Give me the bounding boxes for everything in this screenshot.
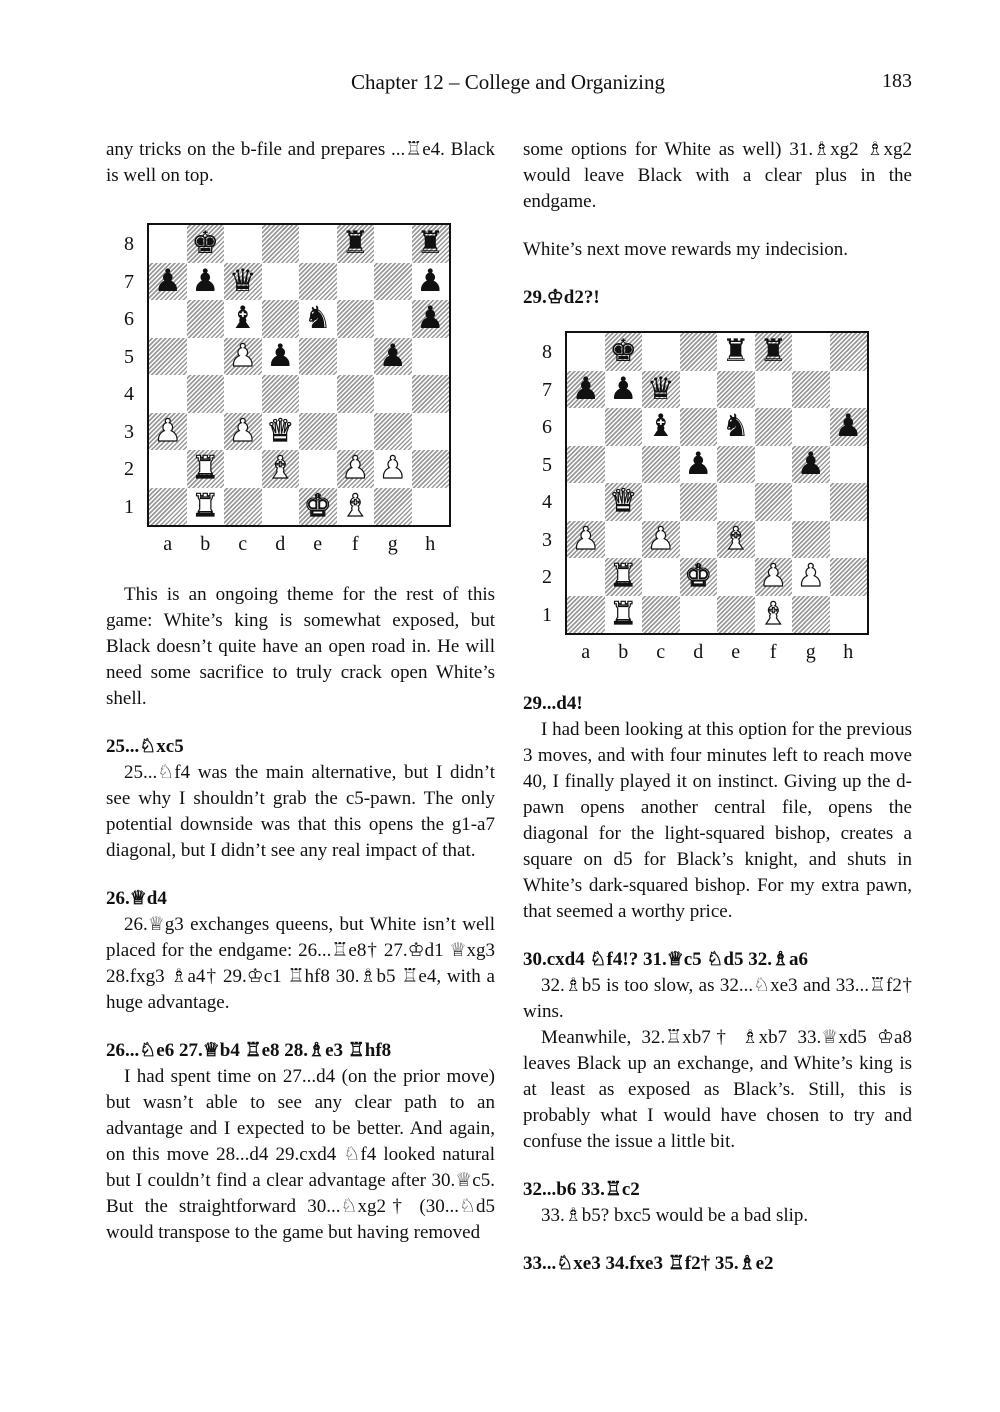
- square-e1: [299, 488, 337, 526]
- square-e4: [299, 375, 337, 413]
- black-pawn-piece: ♟: [191, 262, 220, 299]
- rank-label: 7: [542, 378, 552, 401]
- square-a7: [567, 371, 605, 409]
- square-c7: [224, 263, 262, 301]
- file-label: f: [769, 641, 777, 663]
- move-comment-30b: Meanwhile, 32.♖xb7† ♗xb7 33.♕xd5 ♔a8 leaves Black up an exchange, and White’s king is at least as exposed as Black’s. Still, this is probably what I would have chosen to try and confuse the issue a little bit.: [523, 1027, 912, 1152]
- file-label: c: [656, 641, 666, 663]
- square-c8: [224, 225, 262, 263]
- move-heading-30: 30.cxd4 ♘f4!? 31.♕c5 ♘d5 32.♗a6: [523, 949, 809, 970]
- file-label: e: [731, 641, 741, 663]
- black-bishop-piece: ♝: [228, 300, 257, 337]
- square-f7: [755, 371, 793, 409]
- rank-label: 8: [542, 341, 552, 363]
- indecision-paragraph: White’s next move rewards my indecision.: [523, 239, 849, 260]
- move-heading-32: 32...b6 33.♖c2: [523, 1179, 640, 1200]
- move-heading-26b: 26...♘e6 27.♕b4 ♖e8 28.♗e3 ♖hf8: [106, 1040, 392, 1061]
- square-e7: [717, 371, 755, 409]
- white-king-piece: ♚: [684, 558, 713, 595]
- black-bishop-piece: ♝: [646, 408, 675, 445]
- square-h4: [830, 483, 868, 521]
- square-b4: [187, 375, 225, 413]
- rank-label: 6: [124, 308, 134, 330]
- square-h3: [830, 521, 868, 559]
- rank-label: 2: [124, 458, 134, 480]
- square-f8: [755, 333, 793, 371]
- black-pawn-piece: ♟: [153, 262, 182, 299]
- white-pawn-piece: ♟: [759, 558, 788, 595]
- square-e1: [717, 596, 755, 634]
- move-comment-29b: I had been looking at this option for the previous 3 moves, and with four minutes left to reach move 40, I finally played it on instinct. Giving up the d-pawn opens another central file, opens the diagonal for the light-squared bishop, creates a square on d5 for Black’s knight, and shuts in White’s dark-squared bishop. For my extra pawn, that seemed a worthy price.: [523, 719, 912, 922]
- rank-label: 4: [124, 383, 134, 405]
- page-header: [0, 70, 1000, 100]
- square-h2: [412, 450, 450, 488]
- square-e8: [717, 333, 755, 371]
- square-e5: [717, 446, 755, 484]
- file-label: g: [387, 533, 398, 555]
- rank-label: 4: [542, 491, 552, 513]
- square-g3: [792, 521, 830, 559]
- square-h8: [830, 333, 868, 371]
- square-f5: [337, 338, 375, 376]
- white-queen-piece: ♛: [609, 483, 638, 520]
- theme-paragraph: This is an ongoing theme for the rest of this game: White’s king is somewhat exposed, but Black doesn’t quite have an open road in. He will need some sacrifice to truly crack open White’s shell.: [106, 584, 495, 709]
- black-king-piece: ♚: [191, 225, 220, 262]
- square-f8: [337, 225, 375, 263]
- square-g3: [374, 413, 412, 451]
- rank-label: 1: [542, 603, 552, 626]
- square-g4: [374, 375, 412, 413]
- square-d5: [262, 338, 300, 376]
- square-f3: [337, 413, 375, 451]
- square-b2: [605, 558, 643, 596]
- square-d8: [262, 225, 300, 263]
- square-d2: [262, 450, 300, 488]
- square-c2: [224, 450, 262, 488]
- white-bishop-piece: ♝: [721, 520, 750, 557]
- square-a2: [567, 558, 605, 596]
- left-intro-paragraph: any tricks on the b-file and prepares ...♖e4. Black is well on top.: [106, 139, 495, 186]
- file-label: b: [618, 641, 629, 663]
- move-heading-33: 33...♘xe3 34.fxe3 ♖f2† 35.♗e2: [523, 1253, 774, 1274]
- square-d1: [680, 596, 718, 634]
- square-g6: [374, 300, 412, 338]
- square-e3: [717, 521, 755, 559]
- square-a4: [149, 375, 187, 413]
- black-pawn-piece: ♟: [416, 300, 445, 337]
- black-rook-piece: ♜: [416, 225, 445, 262]
- square-a5: [567, 446, 605, 484]
- square-d4: [262, 375, 300, 413]
- left-column: [106, 137, 495, 1246]
- file-label: c: [238, 533, 248, 555]
- square-c6: [642, 408, 680, 446]
- square-d2: [680, 558, 718, 596]
- black-queen-piece: ♛: [228, 262, 257, 299]
- square-c1: [224, 488, 262, 526]
- square-d3: [262, 413, 300, 451]
- move-comment-32: 33.♗b5? bxc5 would be a bad slip.: [541, 1205, 809, 1226]
- square-a1: [567, 596, 605, 634]
- rank-label: 3: [542, 528, 552, 551]
- black-pawn-piece: ♟: [571, 370, 600, 407]
- chess-diagram-1: [106, 211, 495, 571]
- white-bishop-piece: ♝: [341, 487, 370, 524]
- square-b4: [605, 483, 643, 521]
- move-heading-29b: 29...d4!: [523, 693, 583, 714]
- square-h1: [412, 488, 450, 526]
- square-b6: [605, 408, 643, 446]
- file-label: d: [275, 533, 286, 555]
- square-h6: [412, 300, 450, 338]
- square-a1: [149, 488, 187, 526]
- black-pawn-piece: ♟: [609, 370, 638, 407]
- square-c2: [642, 558, 680, 596]
- rank-label: 1: [124, 495, 134, 518]
- black-knight-piece: ♞: [303, 300, 332, 337]
- white-rook-piece: ♜: [609, 595, 638, 632]
- square-a8: [149, 225, 187, 263]
- square-d6: [262, 300, 300, 338]
- square-f6: [755, 408, 793, 446]
- square-g2: [374, 450, 412, 488]
- move-heading-26: 26.♕d4: [106, 888, 167, 909]
- square-c8: [642, 333, 680, 371]
- square-a4: [567, 483, 605, 521]
- white-pawn-piece: ♟: [228, 337, 257, 374]
- right-column: [523, 137, 912, 1277]
- white-rook-piece: ♜: [191, 487, 220, 524]
- square-b5: [187, 338, 225, 376]
- square-g7: [374, 263, 412, 301]
- square-g1: [374, 488, 412, 526]
- square-d7: [262, 263, 300, 301]
- move-comment-25: 25...♘f4 was the main alternative, but I didn’t see why I shouldn’t grab the c5-pawn. The only potential downside was that this opens the g1-a7 diagonal, but I didn’t see any real impact of that.: [106, 762, 495, 861]
- right-intro-paragraph: some options for White as well) 31.♗xg2 ♗xg2 would leave Black with a clear plus in the endgame.: [523, 139, 912, 212]
- square-d1: [262, 488, 300, 526]
- white-rook-piece: ♜: [609, 558, 638, 595]
- square-g8: [374, 225, 412, 263]
- chess-diagram-2: [523, 311, 912, 691]
- square-e2: [299, 450, 337, 488]
- file-label: h: [843, 641, 854, 663]
- square-g8: [792, 333, 830, 371]
- square-c6: [224, 300, 262, 338]
- white-pawn-piece: ♟: [153, 412, 182, 449]
- square-b6: [187, 300, 225, 338]
- square-h2: [830, 558, 868, 596]
- black-rook-piece: ♜: [759, 333, 788, 370]
- file-label: a: [581, 641, 591, 663]
- black-pawn-piece: ♟: [378, 337, 407, 374]
- square-b8: [187, 225, 225, 263]
- rank-label: 2: [542, 566, 552, 588]
- white-pawn-piece: ♟: [341, 450, 370, 487]
- black-queen-piece: ♛: [646, 370, 675, 407]
- square-e7: [299, 263, 337, 301]
- square-c5: [642, 446, 680, 484]
- square-f6: [337, 300, 375, 338]
- square-b3: [605, 521, 643, 559]
- file-label: g: [805, 641, 816, 663]
- square-a8: [567, 333, 605, 371]
- square-a3: [567, 521, 605, 559]
- square-h6: [830, 408, 868, 446]
- square-g5: [374, 338, 412, 376]
- square-f2: [755, 558, 793, 596]
- move-comment-30a: 32.♗b5 is too slow, as 32...♘xe3 and 33...♖f2† wins.: [523, 975, 912, 1022]
- move-heading-29: 29.♔d2?!: [523, 287, 600, 308]
- black-pawn-piece: ♟: [416, 262, 445, 299]
- square-d8: [680, 333, 718, 371]
- rank-label: 7: [124, 270, 134, 293]
- square-c1: [642, 596, 680, 634]
- white-pawn-piece: ♟: [796, 558, 825, 595]
- square-a6: [567, 408, 605, 446]
- square-h7: [830, 371, 868, 409]
- square-g7: [792, 371, 830, 409]
- page-number: 183: [882, 70, 912, 92]
- black-rook-piece: ♜: [721, 333, 750, 370]
- square-h8: [412, 225, 450, 263]
- white-pawn-piece: ♟: [646, 520, 675, 557]
- black-pawn-piece: ♟: [834, 408, 863, 445]
- square-c7: [642, 371, 680, 409]
- square-a2: [149, 450, 187, 488]
- square-g2: [792, 558, 830, 596]
- black-pawn-piece: ♟: [684, 445, 713, 482]
- black-king-piece: ♚: [609, 333, 638, 370]
- square-g1: [792, 596, 830, 634]
- move-comment-26: 26.♕g3 exchanges queens, but White isn’t well placed for the endgame: 26...♖e8† 27.♔d1 ♕xg3 28.fxg3 ♗a4† 29.♔c1 ♖hf8 30.♗b5 ♖e4, with a huge advantage.: [106, 914, 495, 1013]
- white-bishop-piece: ♝: [759, 595, 788, 632]
- square-f2: [337, 450, 375, 488]
- white-rook-piece: ♜: [191, 450, 220, 487]
- rank-label: 5: [124, 345, 134, 368]
- white-bishop-piece: ♝: [266, 450, 295, 487]
- square-f1: [337, 488, 375, 526]
- square-h5: [412, 338, 450, 376]
- file-label: b: [200, 533, 211, 555]
- square-h7: [412, 263, 450, 301]
- square-d6: [680, 408, 718, 446]
- black-knight-piece: ♞: [721, 408, 750, 445]
- square-e3: [299, 413, 337, 451]
- chess-board: [565, 331, 869, 635]
- file-label: a: [163, 533, 173, 555]
- square-c4: [224, 375, 262, 413]
- white-pawn-piece: ♟: [571, 520, 600, 557]
- square-b3: [187, 413, 225, 451]
- square-h3: [412, 413, 450, 451]
- square-a5: [149, 338, 187, 376]
- square-c4: [642, 483, 680, 521]
- square-a6: [149, 300, 187, 338]
- file-label: d: [693, 641, 704, 663]
- file-label: f: [351, 533, 359, 555]
- file-label: h: [425, 533, 436, 555]
- square-a3: [149, 413, 187, 451]
- square-g5: [792, 446, 830, 484]
- white-queen-piece: ♛: [266, 412, 295, 449]
- square-h4: [412, 375, 450, 413]
- square-f1: [755, 596, 793, 634]
- square-a7: [149, 263, 187, 301]
- square-d4: [680, 483, 718, 521]
- square-e6: [717, 408, 755, 446]
- square-e6: [299, 300, 337, 338]
- square-b5: [605, 446, 643, 484]
- chess-board: [147, 223, 451, 527]
- move-comment-26b: I had spent time on 27...d4 (on the prior move) but wasn’t able to see any clear path to an advantage and I expected to be better. And again, on this move 28...d4 29.cxd4 ♘f4 looked natural but I couldn’t find a clear advantage after 30.♕c5. But the straightforward 30...♘xg2† (30...♘d5 would transpose to the game but having removed: [106, 1066, 495, 1243]
- square-g6: [792, 408, 830, 446]
- chapter-title: Chapter 12 – College and Organizing: [351, 70, 665, 94]
- white-king-piece: ♚: [303, 487, 332, 524]
- square-f4: [337, 375, 375, 413]
- black-rook-piece: ♜: [341, 225, 370, 262]
- black-pawn-piece: ♟: [266, 337, 295, 374]
- square-e4: [717, 483, 755, 521]
- move-heading-25: 25...♘xc5: [106, 736, 184, 757]
- square-c5: [224, 338, 262, 376]
- square-c3: [224, 413, 262, 451]
- white-pawn-piece: ♟: [378, 450, 407, 487]
- square-e5: [299, 338, 337, 376]
- square-b7: [187, 263, 225, 301]
- square-h1: [830, 596, 868, 634]
- square-b1: [187, 488, 225, 526]
- square-f7: [337, 263, 375, 301]
- black-pawn-piece: ♟: [796, 445, 825, 482]
- square-f4: [755, 483, 793, 521]
- square-f5: [755, 446, 793, 484]
- square-d5: [680, 446, 718, 484]
- square-b8: [605, 333, 643, 371]
- square-g4: [792, 483, 830, 521]
- square-b2: [187, 450, 225, 488]
- rank-label: 3: [124, 420, 134, 443]
- square-f3: [755, 521, 793, 559]
- square-b1: [605, 596, 643, 634]
- square-d3: [680, 521, 718, 559]
- square-b7: [605, 371, 643, 409]
- square-c3: [642, 521, 680, 559]
- rank-label: 6: [542, 416, 552, 438]
- white-pawn-piece: ♟: [228, 412, 257, 449]
- square-e8: [299, 225, 337, 263]
- file-label: e: [313, 533, 323, 555]
- square-e2: [717, 558, 755, 596]
- rank-label: 8: [124, 233, 134, 255]
- square-h5: [830, 446, 868, 484]
- square-d7: [680, 371, 718, 409]
- rank-label: 5: [542, 453, 552, 476]
